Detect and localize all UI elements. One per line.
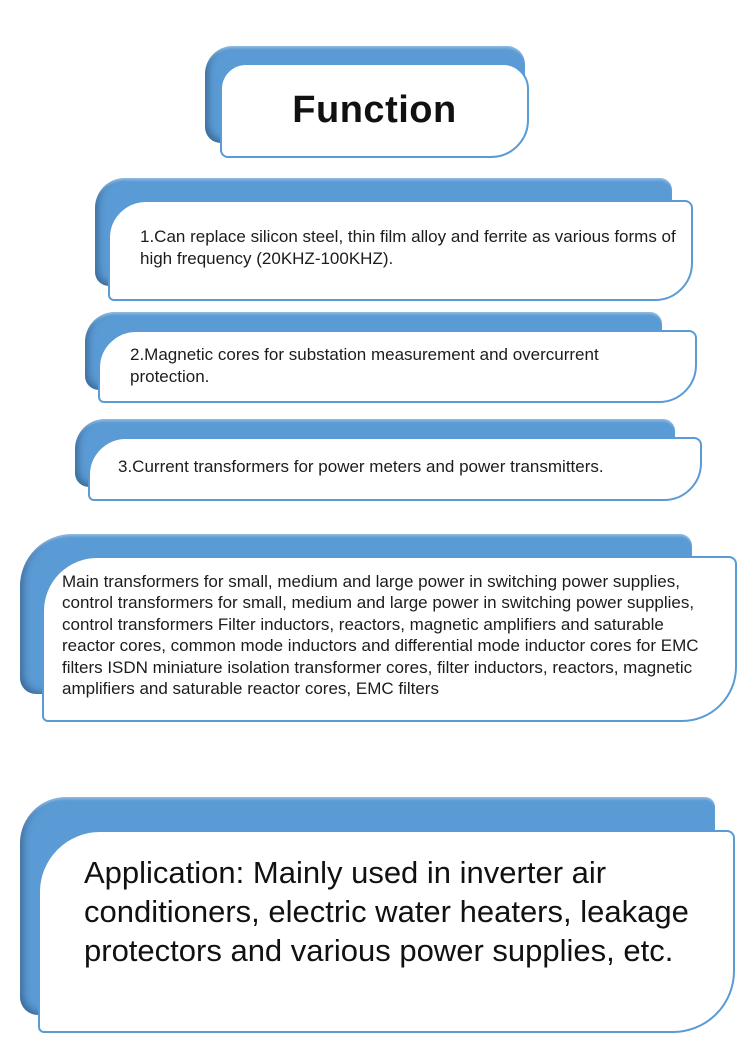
item-2-text: 2.Magnetic cores for substation measurement and overcurrent protection. [130, 345, 599, 386]
function-item-3-block [75, 419, 715, 511]
function-item-4-block [20, 534, 740, 730]
item-4-text: Main transformers for small, medium and large power in switching power supplies, control transformers for small, medium and large power in switching power supplies, control transformers Filter inductors, reactors, magnetic amplifiers and saturable reactor cores, common mode inductors and differential mode inductor cores for EMC filters ISDN miniature isolation transformer cores, filter inductors, reactors, magnetic amplifiers and saturable reactor cores, EMC filters [62, 572, 699, 699]
item-4-card [42, 556, 737, 722]
function-title-block [205, 46, 545, 166]
item-1-text: 1.Can replace silicon steel, thin film alloy and ferrite as various forms of high frequency (20KHZ-100KHZ). [140, 227, 676, 268]
item-2-card [98, 330, 697, 403]
item-1-card [108, 200, 693, 301]
application-card [38, 830, 735, 1033]
item-3-text: 3.Current transformers for power meters and power transmitters. [118, 457, 604, 476]
page-title: Function [292, 89, 457, 131]
item-3-card [88, 437, 702, 501]
function-item-1-block [95, 178, 705, 308]
application-block [20, 797, 740, 1037]
application-text: Application: Mainly used in inverter air conditioners, electric water heaters, leakage protectors and various power supplies, etc. [84, 855, 689, 969]
function-title-card [220, 63, 529, 158]
function-item-2-block [85, 312, 705, 412]
